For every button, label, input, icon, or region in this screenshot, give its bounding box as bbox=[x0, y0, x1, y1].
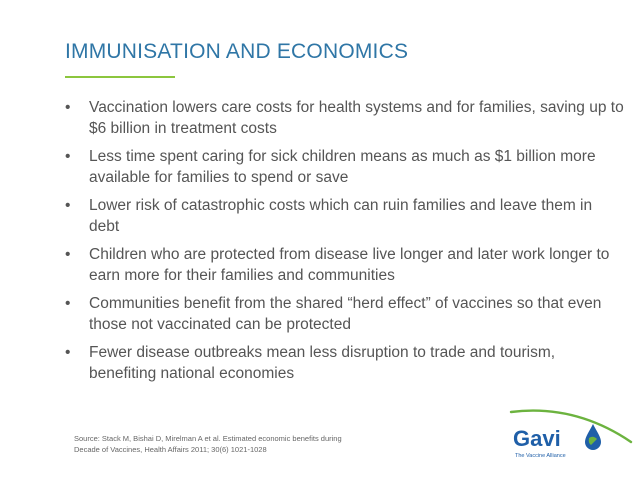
bullet-item bbox=[65, 195, 625, 237]
slide-title: IMMUNISATION AND ECONOMICS bbox=[65, 40, 409, 63]
bullet-marker: • bbox=[65, 197, 71, 214]
source-line: Source: Stack M, Bishai D, Mirelman A et al. Estimated economic benefits during bbox=[74, 434, 342, 443]
bullet-item bbox=[65, 97, 625, 139]
bullet-text: Vaccination lowers care costs for health systems and for families, saving up to $6 billion in treatment costs bbox=[89, 99, 624, 137]
logo-tagline: The Vaccine Alliance bbox=[515, 453, 566, 459]
title-underline bbox=[65, 76, 175, 78]
bullet-text: Lower risk of catastrophic costs which can ruin families and leave them in debt bbox=[89, 197, 593, 235]
bullet-item bbox=[65, 293, 625, 335]
source-line: Decade of Vaccines, Health Affairs 2011; 30(6) 1021-1028 bbox=[74, 445, 267, 454]
bullet-marker: • bbox=[65, 246, 71, 263]
bullet-text: Less time spent caring for sick children means as much as $1 billion more available for families to spend or save bbox=[89, 148, 596, 186]
bullet-item bbox=[65, 146, 625, 188]
bullet-item bbox=[65, 342, 625, 384]
bullet-item bbox=[65, 244, 625, 286]
bullet-text: Children who are protected from disease live longer and later work longer to earn more for their families and communities bbox=[89, 246, 610, 284]
bullet-text: Fewer disease outbreaks mean less disruption to trade and tourism, benefiting national economies bbox=[89, 344, 556, 382]
bullet-list bbox=[65, 97, 625, 391]
logo-wordmark: Gavi bbox=[513, 426, 561, 451]
bullet-marker: • bbox=[65, 148, 71, 165]
bullet-marker: • bbox=[65, 344, 71, 361]
bullet-text: Communities benefit from the shared “herd effect” of vaccines so that even those not vaccinated can be protected bbox=[89, 295, 602, 333]
source-citation bbox=[74, 433, 394, 455]
gavi-logo bbox=[505, 408, 635, 468]
bullet-marker: • bbox=[65, 99, 71, 116]
bullet-marker: • bbox=[65, 295, 71, 312]
